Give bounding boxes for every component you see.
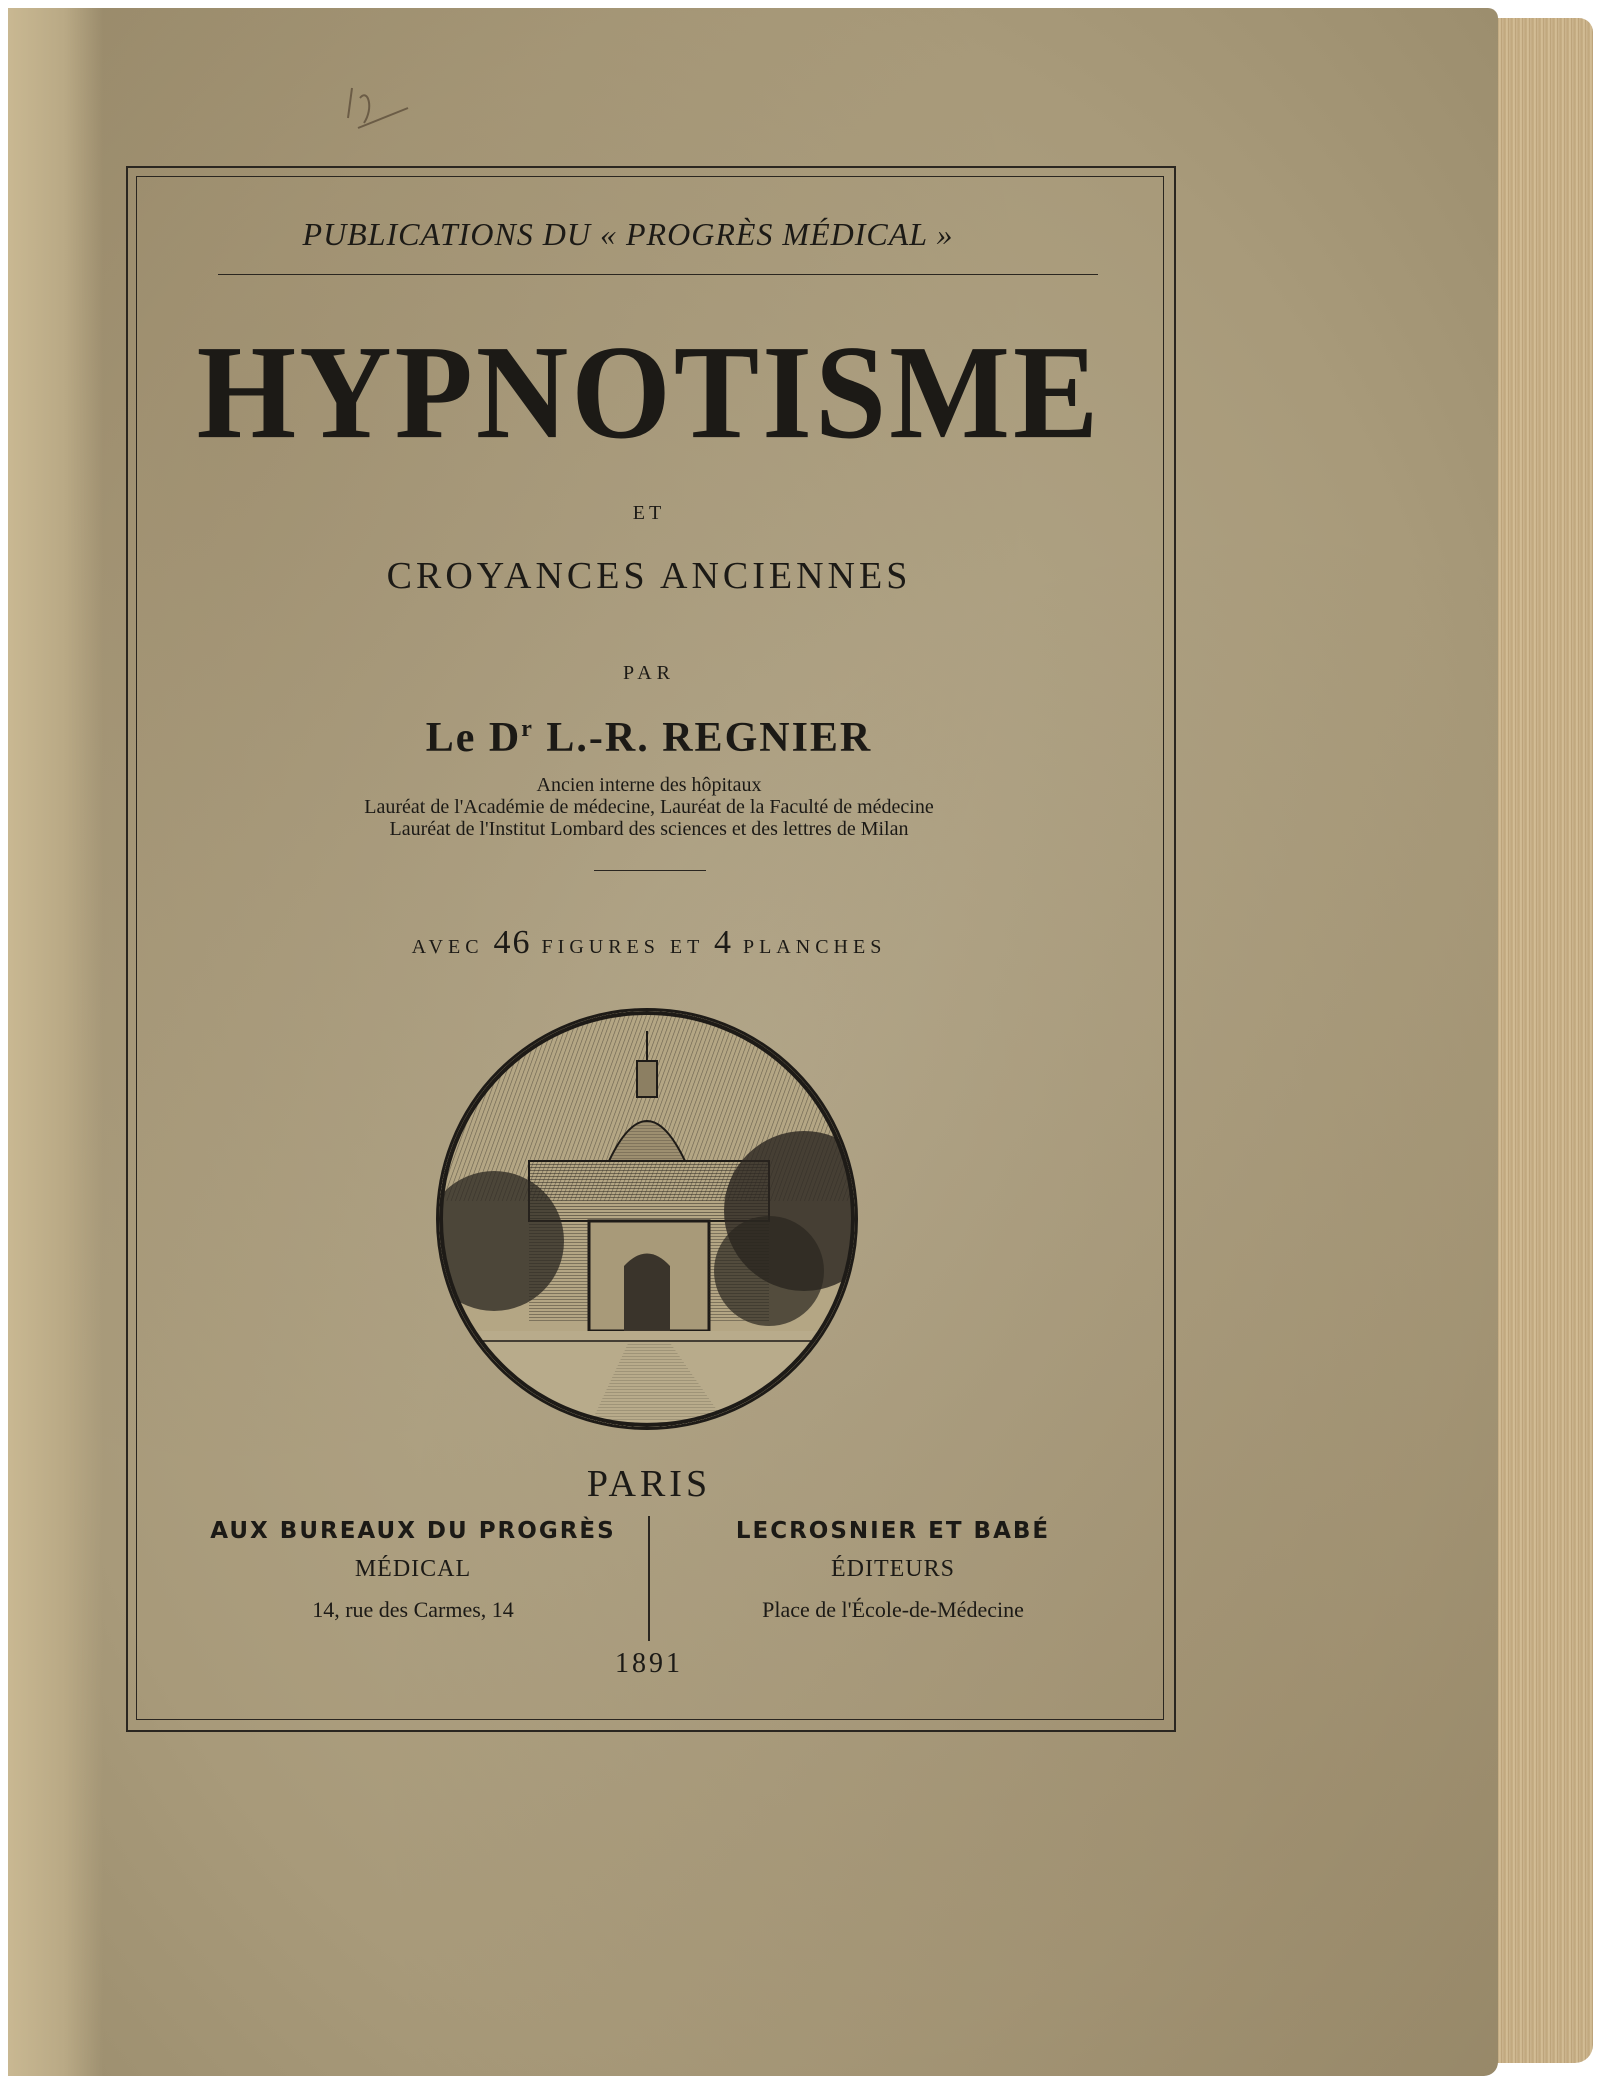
book-subtitle: CROYANCES ANCIENNES — [386, 555, 912, 597]
book-title: HYPNOTISME — [196, 317, 1102, 467]
author-credential: Ancien interne des hôpitaux — [536, 774, 762, 796]
cover-spine-wear — [8, 8, 103, 2076]
plates-count: 4 — [713, 924, 733, 961]
publisher-right-address: Place de l'École-de-Médecine — [762, 1597, 1024, 1622]
book-cover — [8, 8, 1498, 2076]
figures-line — [136, 924, 1162, 962]
series-title: PUBLICATIONS DU « PROGRÈS MÉDICAL » — [302, 216, 954, 252]
building-engraving-medallion — [436, 1008, 858, 1430]
figures-mid: FIGURES ET — [541, 936, 704, 958]
author-prefix: Le D — [425, 715, 522, 761]
series-rule — [218, 274, 1098, 275]
figures-count: 46 — [493, 924, 532, 961]
title-conjunction: ET — [632, 502, 666, 524]
page-edges — [1488, 18, 1593, 2063]
author-line — [136, 714, 1162, 762]
figures-prefix: AVEC — [411, 936, 484, 958]
book — [8, 8, 1593, 2076]
publisher-left-address: 14, rue des Carmes, 14 — [312, 1597, 514, 1622]
publisher-left — [188, 1518, 638, 1623]
publisher-right-name: LECROSNIER ET BABÉ — [735, 1518, 1051, 1544]
publication-city: PARIS — [586, 1463, 712, 1505]
author-name: L.-R. REGNIER — [546, 715, 873, 761]
handwritten-mark — [338, 78, 428, 148]
author-rule — [594, 870, 706, 871]
author-prefix-sup: r — [521, 716, 534, 742]
publication-year: 1891 — [615, 1648, 683, 1679]
publisher-left-name: AUX BUREAUX DU PROGRÈS — [210, 1518, 616, 1544]
plates-word: PLANCHES — [742, 936, 887, 958]
publisher-right-sub: ÉDITEURS — [831, 1556, 955, 1582]
publisher-left-sub: MÉDICAL — [354, 1556, 472, 1582]
publisher-right — [668, 1518, 1118, 1623]
by-label: PAR — [622, 662, 676, 684]
author-credential: Lauréat de l'Institut Lombard des sciences et des lettres de Milan — [389, 818, 909, 840]
publisher-divider — [648, 1516, 650, 1641]
author-credential: Lauréat de l'Académie de médecine, Lauréat de la Faculté de médecine — [364, 796, 934, 818]
